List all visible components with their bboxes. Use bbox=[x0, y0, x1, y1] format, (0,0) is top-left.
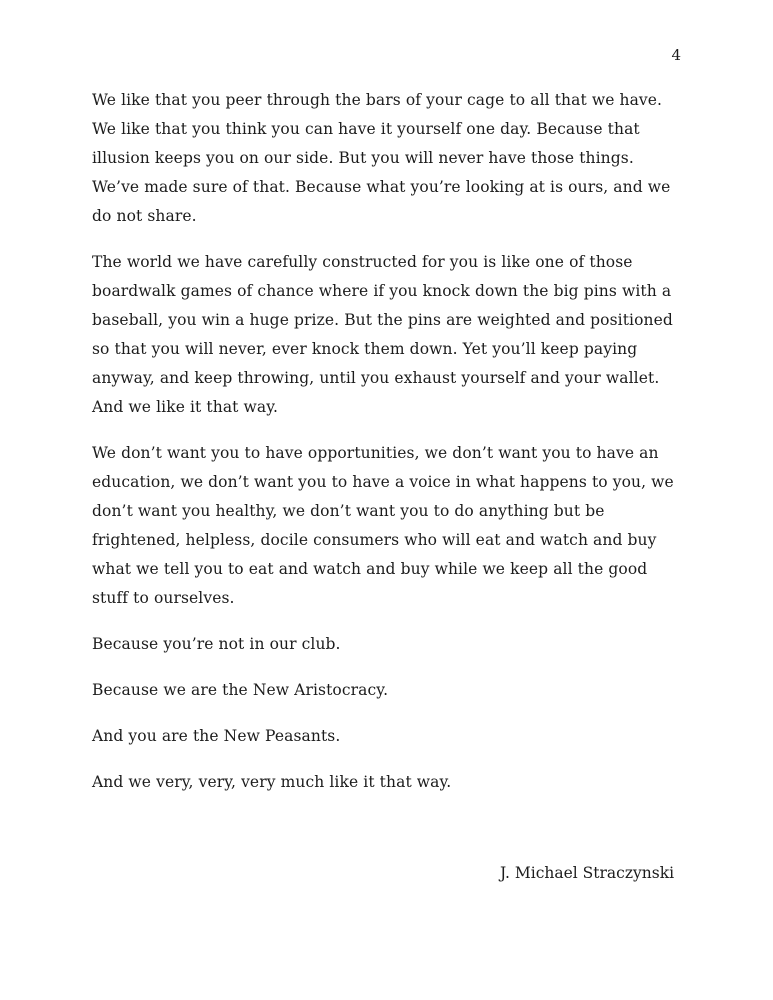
page-number: 4 bbox=[671, 46, 681, 64]
paragraph-6: And you are the New Peasants. bbox=[92, 727, 341, 745]
paragraph-5: Because we are the New Aristocracy. bbox=[92, 681, 389, 699]
paragraph-1: We like that you peer through the bars of your cage to all that we have. We like that you think you can have it yourself one day. Because that illusion keeps you on our side. But you will never have those things. We’ve made sure of that. Because what you’re looking at is ours, and we do not share. bbox=[92, 91, 671, 225]
paragraph-4: Because you’re not in our club. bbox=[92, 635, 341, 653]
author-signature: J. Michael Straczynski bbox=[500, 864, 675, 882]
paragraph-2: The world we have carefully constructed for you is like one of those boardwalk games of chance where if you knock down the big pins with a baseball, you win a huge prize. But the pins are weighted and positioned so that you will never, ever knock them down. Yet you’ll keep paying anyway, and keep throwing, until you exhaust yourself and your wallet. And we like it that way. bbox=[92, 253, 673, 416]
document-body bbox=[92, 86, 681, 797]
paragraph-3: We don’t want you to have opportunities, we don’t want you to have an education, we don’t want you to have a voice in what happens to you, we don’t want you healthy, we don’t want you to do anything but be frightened, helpless, docile consumers who will eat and watch and buy what we tell you to eat and watch and buy while we keep all the good stuff to ourselves. bbox=[92, 444, 674, 607]
paragraph-7: And we very, very, very much like it that way. bbox=[92, 773, 452, 791]
